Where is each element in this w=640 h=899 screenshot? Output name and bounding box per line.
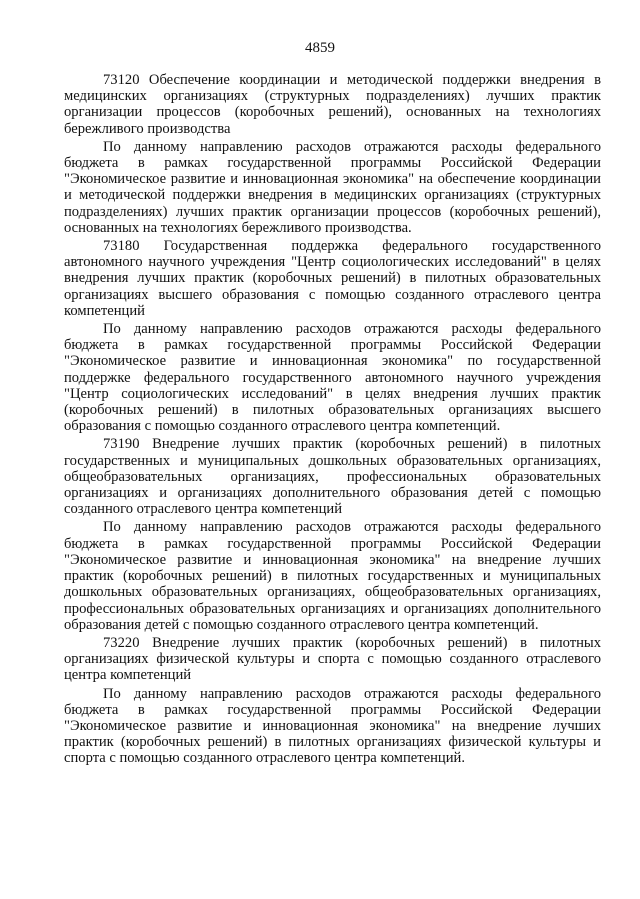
page-number: 4859 (305, 40, 335, 56)
section-description-73190: По данному направлению расходов отражаются расходы федерального бюджета в рамках государственной программы Российской Федерации "Экономическое развитие и инновационная экономика" на внедрение лучших практик (коробочных решений) в пилотных государственных и муниципальных дошкольных образовательных организациях, общеобразовательных организациях, профессиональных образовательных организациях и организациях дополнительного образования детей с помощью созданного отраслевого центра компетенций. (64, 519, 601, 633)
section-description-73220: По данному направлению расходов отражаются расходы федерального бюджета в рамках государственной программы Российской Федерации "Экономическое развитие и инновационная экономика" на внедрение лучших практик (коробочных решений) в пилотных организациях физической культуры и спорта с помощью созданного отраслевого центра компетенций. (64, 685, 601, 767)
section-heading-73180: 73180 Государственная поддержка федерального государственного автономного научного учреждения "Центр социологических исследований" в целях внедрения лучших практик (коробочных решений) в пилотных образовательных организациях высшего образования с помощью созданного отраслевого центра компетенций (64, 238, 601, 319)
section-heading-73220: 73220 Внедрение лучших практик (коробочных решений) в пилотных организациях физической культуры и спорта с помощью созданного отраслевого центра компетенций (64, 634, 601, 684)
document-body (64, 72, 601, 767)
section-description-73180: По данному направлению расходов отражаются расходы федерального бюджета в рамках государственной программы Российской Федерации "Экономическое развитие и инновационная экономика" по государственной поддержке федерального государственного автономного научного учреждения "Центр социологических исследований" в целях внедрения лучших практик (коробочных решений) в пилотных образовательных организациях высшего образования с помощью созданного отраслевого центра компетенций. (64, 321, 601, 435)
section-heading-73120: 73120 Обеспечение координации и методической поддержки внедрения в медицинских организациях (структурных подразделениях) лучших практик организации процессов (коробочных решений), основанных на технологиях бережливого производства (64, 72, 601, 137)
section-description-73120: По данному направлению расходов отражаются расходы федерального бюджета в рамках государственной программы Российской Федерации "Экономическое развитие и инновационная экономика" на обеспечение координации и методической поддержки внедрения в медицинских организациях (структурных подразделениях) лучших практик организации процессов (коробочных решений), основанных на технологиях бережливого производства. (64, 138, 601, 236)
section-heading-73190: 73190 Внедрение лучших практик (коробочных решений) в пилотных государственных и муниципальных дошкольных образовательных организациях, общеобразовательных организациях, профессиональных образовательных организациях и организациях дополнительного образования детей с помощью созданного отраслевого центра компетенций (64, 436, 601, 518)
